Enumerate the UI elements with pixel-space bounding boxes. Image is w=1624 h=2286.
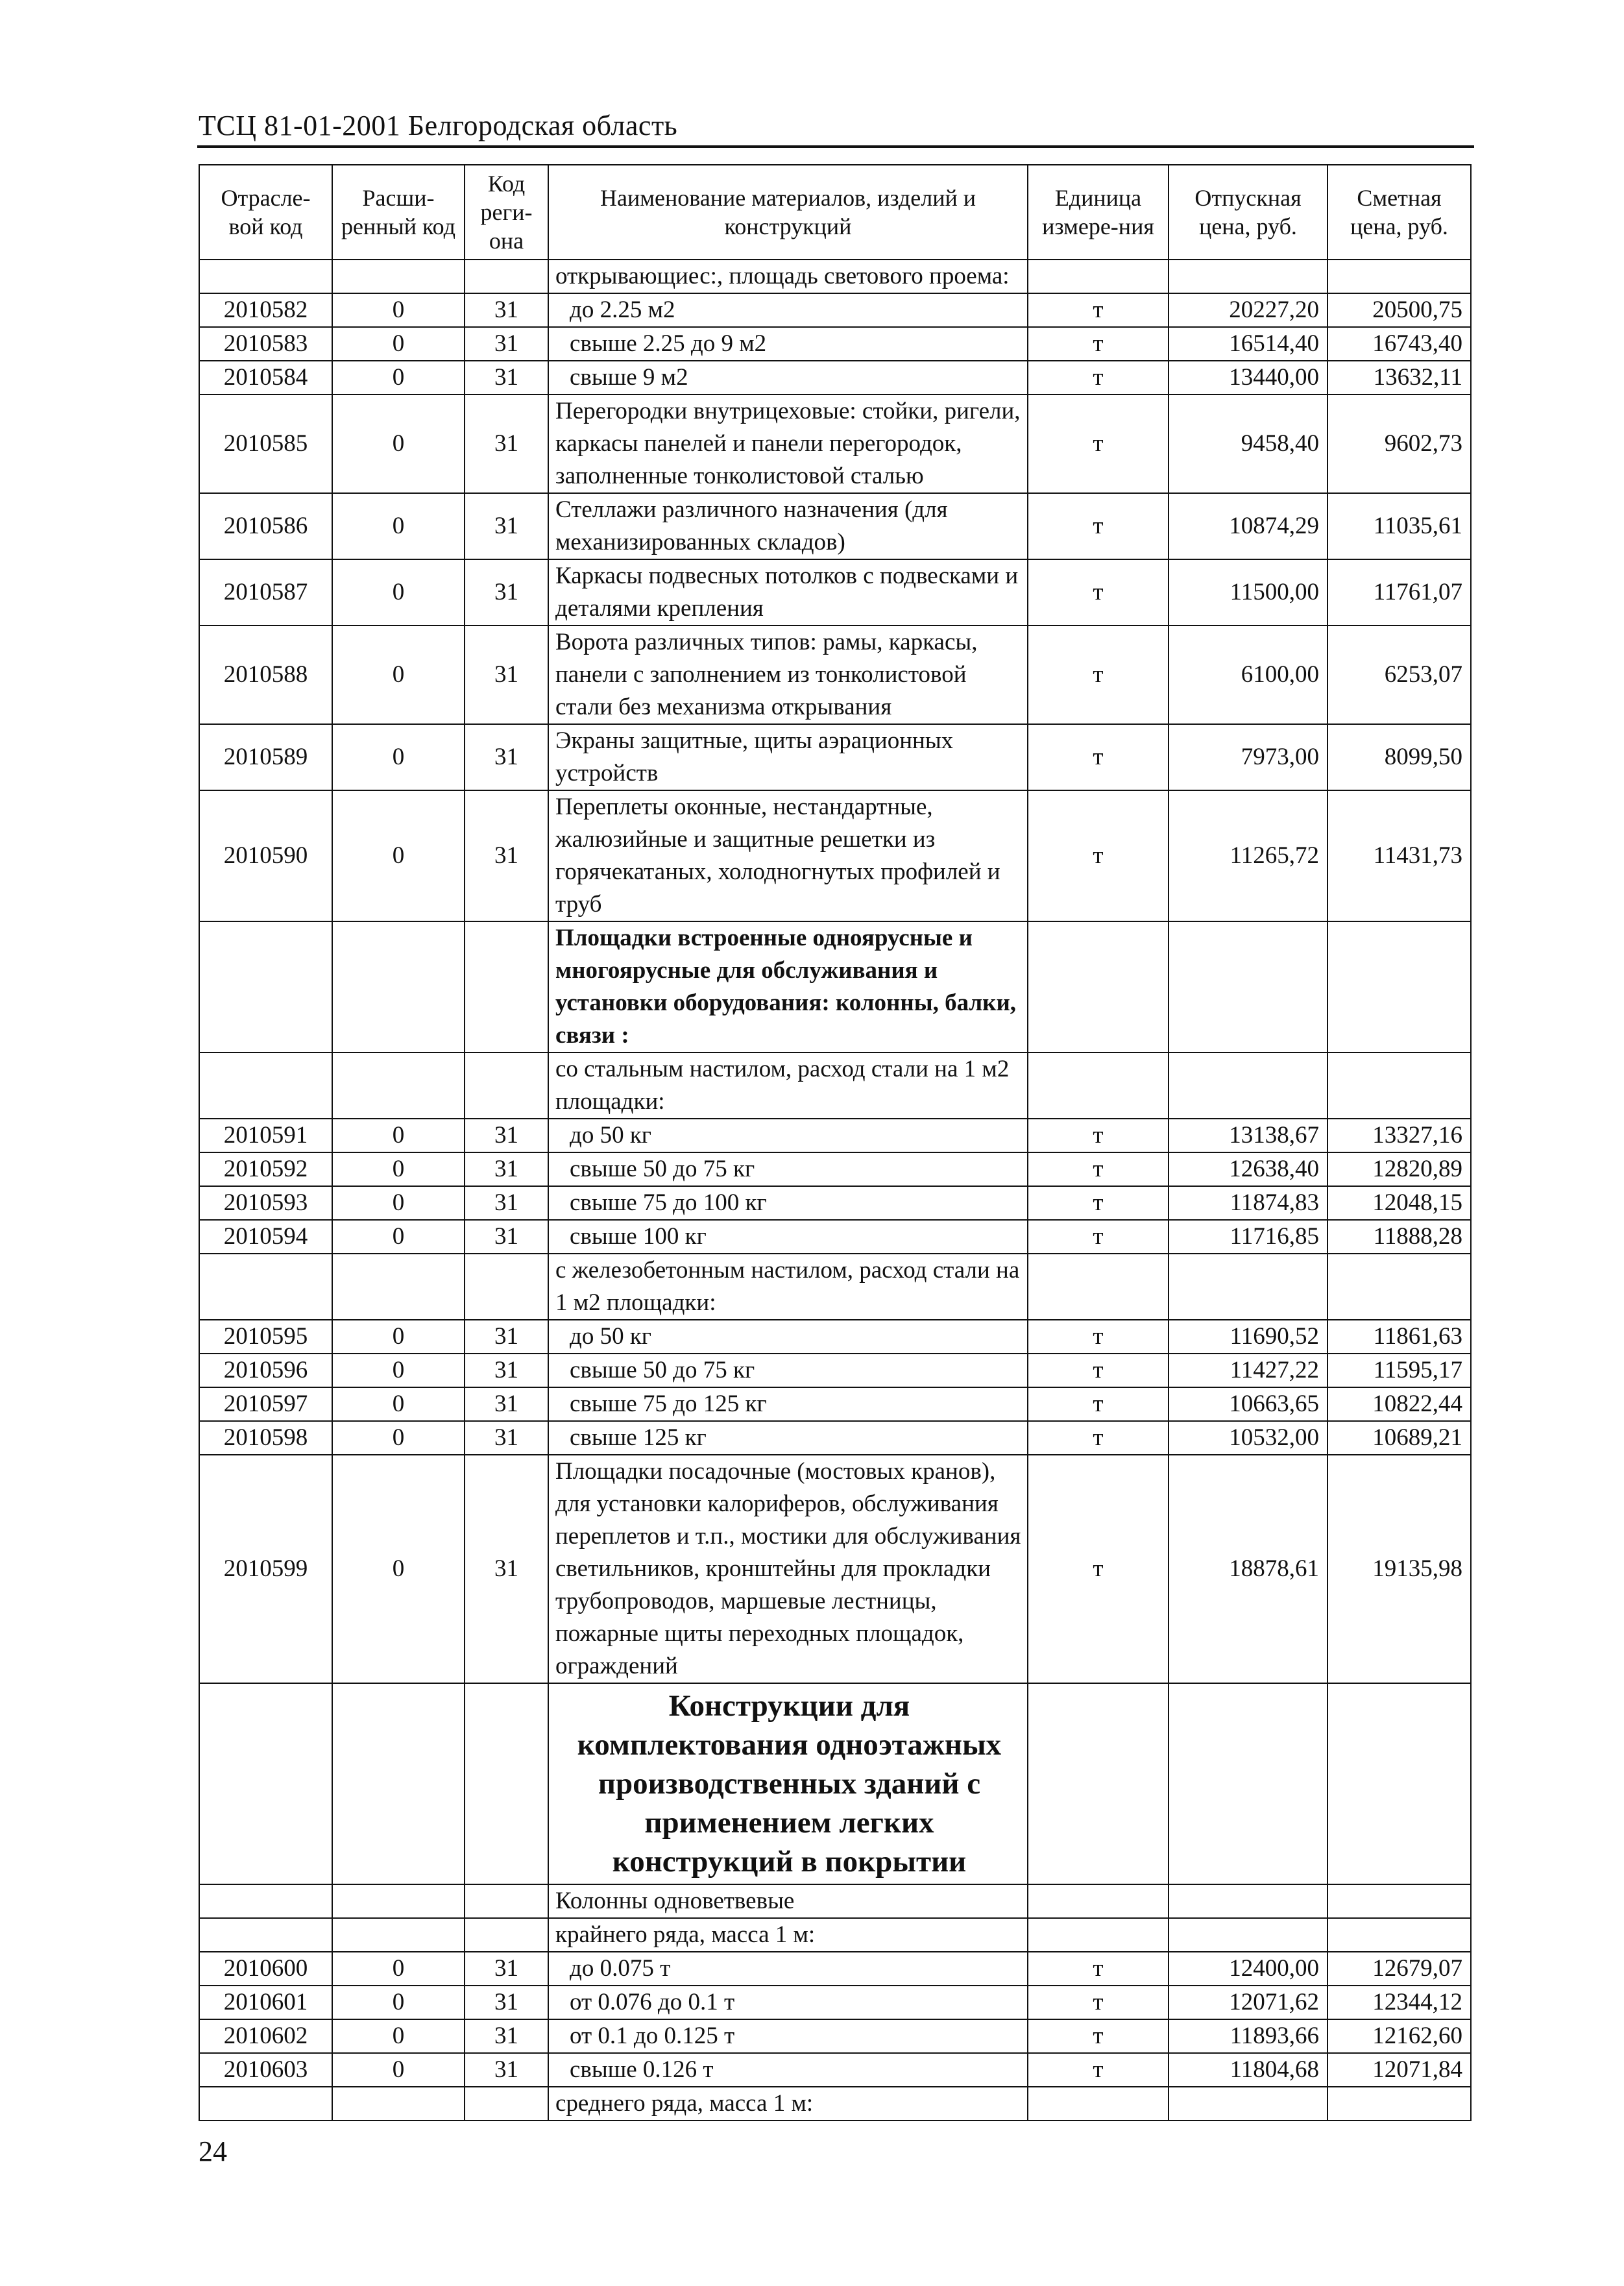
cell-unit: т [1028,395,1169,493]
cell-branch-code [199,1254,332,1320]
cell-region-code: 31 [465,724,548,790]
price-table [199,164,1472,2121]
cell-release-price [1169,1918,1327,1952]
cell-branch-code: 2010589 [199,724,332,790]
cell-release-price: 11874,83 [1169,1186,1327,1220]
cell-region-code: 31 [465,1220,548,1254]
cell-unit: т [1028,2053,1169,2087]
table-row [199,1320,1471,1354]
cell-extended-code: 0 [332,1119,465,1152]
cell-unit: т [1028,327,1169,361]
cell-material-name: Стеллажи различного назначения (для механизированных складов) [548,493,1028,559]
cell-estimate-price: 11431,73 [1327,790,1471,921]
cell-release-price: 11690,52 [1169,1320,1327,1354]
cell-extended-code: 0 [332,1986,465,2019]
cell-estimate-price: 19135,98 [1327,1455,1471,1683]
cell-release-price: 16514,40 [1169,327,1327,361]
cell-region-code [465,2087,548,2121]
cell-extended-code: 0 [332,1220,465,1254]
cell-unit: т [1028,1220,1169,1254]
cell-release-price: 11716,85 [1169,1220,1327,1254]
cell-material-name: от 0.076 до 0.1 т [548,1986,1028,2019]
cell-release-price [1169,1254,1327,1320]
cell-release-price: 9458,40 [1169,395,1327,493]
col-header-extended-code: Расши-ренный код [332,165,465,260]
cell-unit: т [1028,1421,1169,1455]
col-header-release-price: Отпускная цена, руб. [1169,165,1327,260]
cell-unit: т [1028,1952,1169,1986]
cell-extended-code: 0 [332,1387,465,1421]
cell-unit [1028,1884,1169,1918]
cell-branch-code: 2010588 [199,626,332,724]
cell-estimate-price [1327,1052,1471,1119]
cell-estimate-price: 20500,75 [1327,293,1471,327]
cell-branch-code: 2010595 [199,1320,332,1354]
cell-region-code: 31 [465,293,548,327]
cell-release-price: 11265,72 [1169,790,1327,921]
cell-unit: т [1028,1186,1169,1220]
cell-release-price [1169,260,1327,293]
cell-extended-code: 0 [332,361,465,395]
cell-extended-code: 0 [332,2019,465,2053]
cell-branch-code: 2010596 [199,1354,332,1387]
cell-region-code: 31 [465,1320,548,1354]
cell-estimate-price [1327,260,1471,293]
group-heading-row [199,1052,1471,1119]
section-heading-row [199,1683,1471,1884]
cell-branch-code: 2010591 [199,1119,332,1152]
cell-unit: т [1028,1387,1169,1421]
cell-estimate-price: 11888,28 [1327,1220,1471,1254]
cell-release-price [1169,2087,1327,2121]
cell-region-code: 31 [465,1455,548,1683]
col-header-region-code: Код реги-она [465,165,548,260]
table-row [199,2019,1471,2053]
cell-release-price [1169,1052,1327,1119]
cell-region-code: 31 [465,626,548,724]
cell-region-code [465,1254,548,1320]
cell-region-code [465,1884,548,1918]
cell-estimate-price: 12048,15 [1327,1186,1471,1220]
cell-unit [1028,921,1169,1052]
cell-unit: т [1028,1152,1169,1186]
cell-region-code: 31 [465,790,548,921]
cell-region-code [465,1052,548,1119]
cell-material-name: от 0.1 до 0.125 т [548,2019,1028,2053]
cell-extended-code: 0 [332,1320,465,1354]
cell-unit: т [1028,1986,1169,2019]
cell-region-code: 31 [465,2053,548,2087]
cell-extended-code: 0 [332,559,465,626]
cell-estimate-price: 11761,07 [1327,559,1471,626]
cell-material-name: Каркасы подвесных потолков с подвесками и деталями крепления [548,559,1028,626]
cell-branch-code: 2010593 [199,1186,332,1220]
cell-branch-code [199,260,332,293]
cell-branch-code: 2010601 [199,1986,332,2019]
cell-estimate-price [1327,2087,1471,2121]
cell-region-code: 31 [465,1354,548,1387]
cell-unit [1028,1918,1169,1952]
cell-unit [1028,2087,1169,2121]
table-row [199,395,1471,493]
cell-estimate-price: 11035,61 [1327,493,1471,559]
cell-material-name: Переплеты оконные, нестандартные, жалюзийные и защитные решетки из горячекатаных, холодногнутых профилей и труб [548,790,1028,921]
cell-material-name: свыше 0.126 т [548,2053,1028,2087]
cell-material-name: среднего ряда, масса 1 м: [548,2087,1028,2121]
page-title: ТСЦ 81-01-2001 Белгородская область [199,110,678,141]
cell-extended-code [332,921,465,1052]
cell-release-price: 6100,00 [1169,626,1327,724]
cell-branch-code: 2010594 [199,1220,332,1254]
cell-region-code [465,1683,548,1884]
cell-region-code: 31 [465,1986,548,2019]
cell-branch-code [199,2087,332,2121]
cell-material-name: Площадки встроенные одноярусные и многоярусные для обслуживания и установки оборудования: колонны, балки, связи : [548,921,1028,1052]
cell-estimate-price: 6253,07 [1327,626,1471,724]
cell-material-name: свыше 50 до 75 кг [548,1152,1028,1186]
cell-extended-code [332,260,465,293]
cell-material-name: свыше 125 кг [548,1421,1028,1455]
group-heading-row [199,921,1471,1052]
cell-unit: т [1028,1119,1169,1152]
cell-region-code: 31 [465,493,548,559]
cell-release-price: 11500,00 [1169,559,1327,626]
cell-branch-code: 2010603 [199,2053,332,2087]
group-heading-row [199,1918,1471,1952]
table-row [199,1455,1471,1683]
cell-estimate-price: 12679,07 [1327,1952,1471,1986]
cell-region-code [465,260,548,293]
table-row [199,293,1471,327]
cell-region-code: 31 [465,1119,548,1152]
cell-release-price: 13440,00 [1169,361,1327,395]
group-heading-row [199,260,1471,293]
cell-unit [1028,1052,1169,1119]
col-header-material-name: Наименование материалов, изделий и конструкций [548,165,1028,260]
cell-branch-code: 2010586 [199,493,332,559]
table-header-row [199,165,1471,260]
cell-release-price: 11893,66 [1169,2019,1327,2053]
cell-release-price: 10874,29 [1169,493,1327,559]
cell-unit: т [1028,626,1169,724]
table-row [199,724,1471,790]
cell-unit [1028,1254,1169,1320]
cell-region-code: 31 [465,1387,548,1421]
cell-branch-code [199,1918,332,1952]
cell-branch-code: 2010583 [199,327,332,361]
cell-release-price: 10532,00 [1169,1421,1327,1455]
cell-extended-code: 0 [332,1952,465,1986]
cell-material-name: Конструкции для комплектования одноэтажных производственных зданий с применением легких конструкций в покрытии [548,1683,1028,1884]
cell-extended-code [332,1884,465,1918]
cell-region-code: 31 [465,327,548,361]
cell-extended-code [332,2087,465,2121]
group-heading-row [199,1254,1471,1320]
cell-branch-code: 2010597 [199,1387,332,1421]
cell-estimate-price: 8099,50 [1327,724,1471,790]
cell-estimate-price: 10822,44 [1327,1387,1471,1421]
cell-region-code: 31 [465,1152,548,1186]
cell-material-name: до 50 кг [548,1320,1028,1354]
cell-branch-code: 2010590 [199,790,332,921]
cell-estimate-price: 9602,73 [1327,395,1471,493]
cell-branch-code: 2010585 [199,395,332,493]
table-row [199,361,1471,395]
table-row [199,1986,1471,2019]
cell-release-price: 12071,62 [1169,1986,1327,2019]
cell-release-price: 11427,22 [1169,1354,1327,1387]
table-row [199,1220,1471,1254]
cell-estimate-price [1327,921,1471,1052]
table-row [199,2053,1471,2087]
cell-estimate-price: 11595,17 [1327,1354,1471,1387]
cell-estimate-price [1327,1884,1471,1918]
cell-unit: т [1028,1455,1169,1683]
header-rule [197,145,1474,148]
table-row [199,1354,1471,1387]
cell-material-name: открывающиес:, площадь светового проема: [548,260,1028,293]
cell-estimate-price: 11861,63 [1327,1320,1471,1354]
cell-region-code [465,1918,548,1952]
cell-material-name: с железобетонным настилом, расход стали на 1 м2 площадки: [548,1254,1028,1320]
cell-branch-code: 2010600 [199,1952,332,1986]
cell-material-name: Площадки посадочные (мостовых кранов), для установки калориферов, обслуживания переплетов и т.п., мостики для обслуживания светильников, кронштейны для прокладки трубопроводов, маршевые лестницы, пожарные щиты переходных площадок, ограждений [548,1455,1028,1683]
cell-extended-code [332,1052,465,1119]
group-heading-row [199,1884,1471,1918]
cell-estimate-price [1327,1918,1471,1952]
cell-material-name: Экраны защитные, щиты аэрационных устройств [548,724,1028,790]
cell-unit: т [1028,790,1169,921]
cell-branch-code [199,1884,332,1918]
cell-release-price [1169,921,1327,1052]
cell-release-price: 12638,40 [1169,1152,1327,1186]
cell-material-name: крайнего ряда, масса 1 м: [548,1918,1028,1952]
cell-unit [1028,1683,1169,1884]
cell-unit: т [1028,1354,1169,1387]
cell-region-code: 31 [465,361,548,395]
col-header-estimate-price: Сметная цена, руб. [1327,165,1471,260]
cell-estimate-price: 12820,89 [1327,1152,1471,1186]
cell-unit: т [1028,1320,1169,1354]
cell-unit [1028,260,1169,293]
table-row [199,1421,1471,1455]
cell-unit: т [1028,724,1169,790]
cell-branch-code [199,921,332,1052]
cell-material-name: свыше 9 м2 [548,361,1028,395]
cell-extended-code: 0 [332,790,465,921]
cell-region-code: 31 [465,395,548,493]
cell-region-code: 31 [465,1421,548,1455]
cell-estimate-price: 12162,60 [1327,2019,1471,2053]
cell-extended-code: 0 [332,1455,465,1683]
cell-extended-code: 0 [332,1421,465,1455]
cell-extended-code [332,1683,465,1884]
cell-branch-code: 2010598 [199,1421,332,1455]
cell-release-price [1169,1884,1327,1918]
cell-release-price: 12400,00 [1169,1952,1327,1986]
table-row [199,626,1471,724]
cell-region-code: 31 [465,2019,548,2053]
page-number: 24 [199,2135,227,2167]
cell-material-name: до 2.25 м2 [548,293,1028,327]
cell-branch-code: 2010584 [199,361,332,395]
col-header-unit: Единица измере-ния [1028,165,1169,260]
cell-release-price: 7973,00 [1169,724,1327,790]
cell-material-name: Колонны одноветвевые [548,1884,1028,1918]
cell-branch-code: 2010582 [199,293,332,327]
cell-release-price: 10663,65 [1169,1387,1327,1421]
cell-region-code: 31 [465,1186,548,1220]
cell-estimate-price [1327,1683,1471,1884]
cell-extended-code: 0 [332,1186,465,1220]
table-row [199,1119,1471,1152]
cell-extended-code: 0 [332,724,465,790]
cell-material-name: со стальным настилом, расход стали на 1 м2 площадки: [548,1052,1028,1119]
cell-material-name: свыше 2.25 до 9 м2 [548,327,1028,361]
cell-extended-code: 0 [332,293,465,327]
cell-branch-code: 2010602 [199,2019,332,2053]
cell-material-name: Ворота различных типов: рамы, каркасы, панели с заполнением из тонколистовой стали без механизма открывания [548,626,1028,724]
table-row [199,790,1471,921]
cell-branch-code [199,1683,332,1884]
cell-estimate-price: 13327,16 [1327,1119,1471,1152]
cell-material-name: свыше 75 до 125 кг [548,1387,1028,1421]
cell-region-code [465,921,548,1052]
cell-extended-code: 0 [332,327,465,361]
table-row [199,1952,1471,1986]
cell-unit: т [1028,493,1169,559]
cell-extended-code: 0 [332,2053,465,2087]
cell-release-price [1169,1683,1327,1884]
cell-extended-code: 0 [332,1354,465,1387]
cell-release-price: 11804,68 [1169,2053,1327,2087]
cell-extended-code: 0 [332,493,465,559]
group-heading-row [199,2087,1471,2121]
cell-estimate-price: 12344,12 [1327,1986,1471,2019]
cell-material-name: до 0.075 т [548,1952,1028,1986]
cell-region-code: 31 [465,559,548,626]
cell-release-price: 13138,67 [1169,1119,1327,1152]
cell-material-name: свыше 100 кг [548,1220,1028,1254]
cell-material-name: свыше 50 до 75 кг [548,1354,1028,1387]
table-row [199,559,1471,626]
cell-estimate-price: 16743,40 [1327,327,1471,361]
cell-extended-code: 0 [332,395,465,493]
table-row [199,493,1471,559]
cell-estimate-price: 10689,21 [1327,1421,1471,1455]
cell-material-name: Перегородки внутрицеховые: стойки, ригели, каркасы панелей и панели перегородок, заполненные тонколистовой сталью [548,395,1028,493]
cell-unit: т [1028,293,1169,327]
table-row [199,1152,1471,1186]
table-row [199,1387,1471,1421]
cell-unit: т [1028,2019,1169,2053]
cell-branch-code: 2010587 [199,559,332,626]
cell-unit: т [1028,559,1169,626]
cell-extended-code: 0 [332,626,465,724]
cell-estimate-price: 13632,11 [1327,361,1471,395]
col-header-branch-code: Отрасле-вой код [199,165,332,260]
cell-extended-code: 0 [332,1152,465,1186]
cell-release-price: 20227,20 [1169,293,1327,327]
cell-material-name: до 50 кг [548,1119,1028,1152]
table-row [199,327,1471,361]
cell-estimate-price: 12071,84 [1327,2053,1471,2087]
cell-extended-code [332,1254,465,1320]
cell-material-name: свыше 75 до 100 кг [548,1186,1028,1220]
cell-unit: т [1028,361,1169,395]
cell-estimate-price [1327,1254,1471,1320]
cell-branch-code: 2010599 [199,1455,332,1683]
cell-branch-code: 2010592 [199,1152,332,1186]
cell-extended-code [332,1918,465,1952]
cell-branch-code [199,1052,332,1119]
table-row [199,1186,1471,1220]
cell-region-code: 31 [465,1952,548,1986]
cell-release-price: 18878,61 [1169,1455,1327,1683]
